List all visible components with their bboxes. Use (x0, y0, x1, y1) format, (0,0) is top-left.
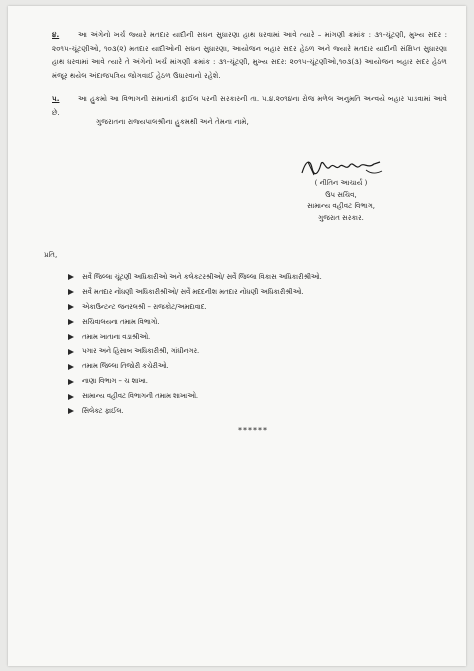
list-item (68, 270, 322, 285)
recipient-text: સામાન્ય વહીવટ વિભાગની તમામ શાખાઓ. (82, 392, 199, 401)
arrow-bullet-icon (68, 364, 74, 370)
paragraph-4-text: આ અંગેનો ખર્ચ જ્યારે મતદાર યાદીની સઘન સુધારણા હાથ ધરવામાં આવે ત્યારે – માંગણી ક્રમાંક : ૩૧-ચૂંટણી, મુખ્ય સદર : ૨૦૧૫-ચૂંટણીઓ, ૧૦૩(૨) મતદાર યાદીઓની સઘન સુધારણા, આયોજન બહાર સદર હેઠળ અને જ્યારે મતદાર યાદીની સંક્ષિપ્ત સુધારણા હાથ ધરવામાં આવે ત્યારે તે અંગેનો ખર્ચ માંગણી ક્રમાંક : ૩૧-ચૂંટણી, મુખ્ય સદર: ૨૦૧૫-ચૂંટણીઓ,૧૦૩(૩) આયોજન બહાર સદર હેઠળ મંજૂર થયેલ અંદાજપત્રિય જોગવાઈ હેઠળ ઉધારવાનો રહેશે. (52, 30, 447, 80)
list-item (68, 285, 322, 300)
recipient-text: પગાર અને હિસાબ અધિકારીશ્રી, ગાંધીનગર. (82, 347, 200, 356)
document-page (8, 6, 466, 666)
list-item (68, 359, 322, 374)
order-line: ગુજરાતના રાજ્યપાલશ્રીના હુકમથી અને તેમના નામે, (96, 117, 249, 126)
recipient-text: તમામ ખાતાના વડાશ્રીઓ. (82, 332, 151, 341)
list-item (68, 330, 322, 345)
arrow-bullet-icon (68, 319, 74, 325)
signatory-department: સામાન્ય વહીવટ વિભાગ, (306, 202, 376, 210)
recipient-text: એકાઉન્ટન્ટ જનરલશ્રી – રાજકોટ/અમદાવાદ. (82, 302, 207, 311)
recipient-text: સિલેક્ટ ફાઈલ. (82, 407, 124, 416)
signature-block (276, 156, 406, 224)
recipient-list (68, 270, 322, 419)
list-item (68, 344, 322, 359)
paragraph-4 (52, 28, 447, 82)
paragraph-5-number: ૫. (52, 94, 60, 103)
signature-image (296, 156, 386, 178)
prati-label: પ્રતિ, (44, 250, 58, 259)
paragraph-5-text: આ હુકમો આ વિભાગની સમાનાંકી ફાઈલ પરની સરકારની તા. ૫.૪.૨૦૧૪ના રોજ મળેલ અનુમતિ અન્વયે બહાર પાડવામાં આવે છે. (52, 94, 447, 117)
list-item (68, 404, 322, 419)
recipient-text: તમામ જિલ્લા તિજોરી કચેરીઓ. (82, 362, 169, 371)
recipient-text: સચિવાલયના તમામ વિભાગો. (82, 317, 160, 326)
arrow-bullet-icon (68, 274, 74, 280)
recipient-text: નાણા વિભાગ – ચ શાખા. (82, 377, 148, 386)
arrow-bullet-icon (68, 408, 74, 414)
paragraph-4-number: ૪. (52, 30, 60, 39)
list-item (68, 389, 322, 404)
recipient-text: સર્વે જિલ્લા ચૂંટણી અધિકારીઓ અને કલેકટરશ્રીઓ/ સર્વે જિલ્લા વિકાસ અધિકારીશ્રીઓ. (82, 273, 322, 281)
paragraph-5 (52, 92, 447, 119)
arrow-bullet-icon (68, 349, 74, 355)
recipient-text: સર્વે મતદાર નોંધણી અધિકારીશ્રીઓ/ સર્વે મદદનીશ મતદાર નોંધણી અધિકારીશ્રીઓ. (82, 287, 304, 296)
arrow-bullet-icon (68, 304, 74, 310)
end-mark: ****** (238, 426, 268, 435)
list-item (68, 374, 322, 389)
signatory-designation: ઉપ સચિવ, (325, 190, 357, 199)
list-item (68, 300, 322, 315)
arrow-bullet-icon (68, 379, 74, 385)
signatory-name: ( નીતિન આચાર્ય ) (314, 179, 368, 187)
arrow-bullet-icon (68, 334, 74, 340)
list-item (68, 315, 322, 330)
arrow-bullet-icon (68, 394, 74, 400)
arrow-bullet-icon (68, 289, 74, 295)
signatory-government: ગુજરાત સરકાર. (318, 213, 364, 222)
